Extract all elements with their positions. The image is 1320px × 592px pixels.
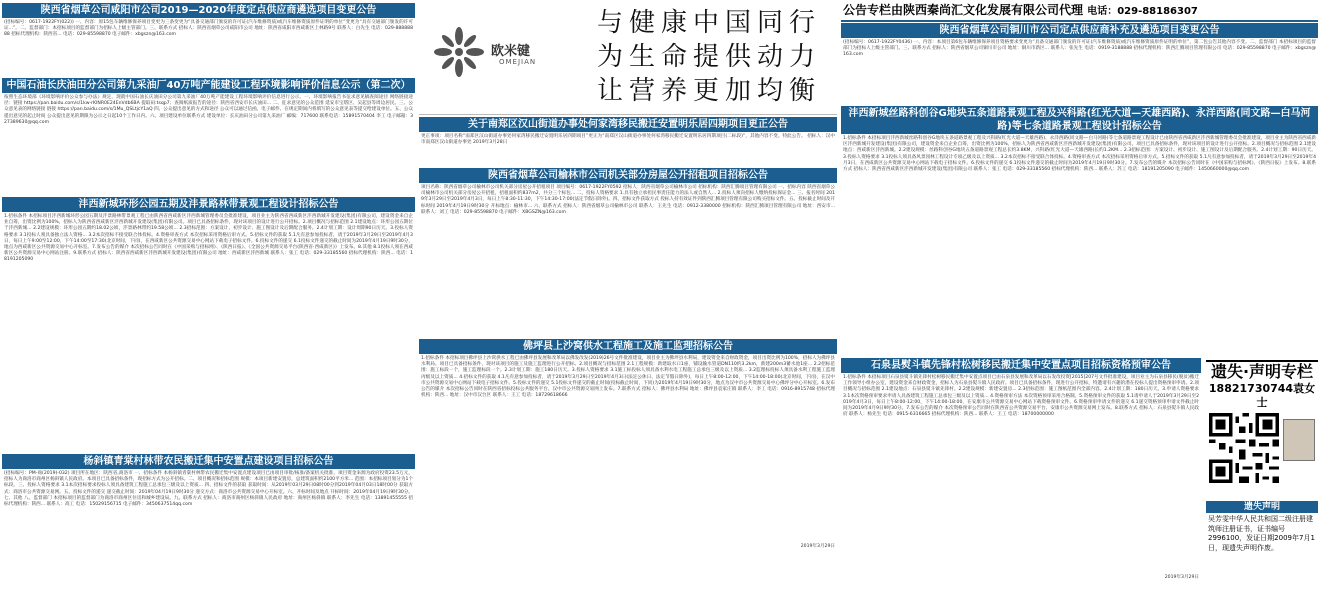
notice-body-fengxi-roads: 1.招标条件 本招标项目沣西新城丝路科创谷G地块五条道路景观工程及兴科路(红光大道—天雄西路)、永洋西路(同文路—白马河路)等七条道路景观工程设计已由陕西省西咸新区沣西新城管理委员会批准建设，项目业主为陕西省西咸新区沣西新城开发建设(集团)有限公司，建设资金来自企业自筹，出资比例为100%，招标人为陕西省西咸新区沣西新城开发建设(集团)有限公司。项目已具备招标条件，现对该项目的设计进行公开招标。2.项目概况与招标范围 2.1建设地点：西咸新区沣西新城。2.2建设规模：丝路科创谷G地块五条道路景观工程总长约3.8KM，兴科路(红光大道—天雄西路)长约1.2KM... 2.3招标范围：方案设计、初步设计、施工图设计及后期配合服务。2.4计划工期：90日历天。3.投标人资格要求 3.1投标人须具备风景园林工程设计专项乙级及以上资质... 3.2本次招标不接受联合体投标。4.资格审查方式 本次招标采用资格后审方式。5.招标文件的获取 5.1凡有意参加投标者，请于2019年3月29日至2019年4月3日，在西咸新区公共资源交易中心网站下载电子招标文件。6.投标文件的递交 6.1投标文件递交的截止时间为2019年4月19日9时30分。7.发布公告的媒介 本次招标公告同时在《中国采购与招标网》、《陕西日报》上发布。8.联系方式 招标人：陕西省西咸新区沣西新城开发建设(集团)有限公司 联系人：张工 电话：029-33185560 招标代理机构：陕西... 联系人：苏工 电话：18191205090 电子邮件：1450660000@qq.com: [843, 136, 1316, 173]
notice-title-tongchuan-suppliers: 陕西省烟草公司铜川市公司定点供应商补充及遴选项目变更公告: [841, 23, 1318, 38]
notice-title-fengxi-roads: 沣西新城丝路科创谷G地块五条道路景观工程及兴科路(红光大道—天雄西路)、永洋西路(同文路—白马河路)等七条道路景观工程设计招标公告: [841, 106, 1318, 134]
right-column: [841, 2, 1318, 590]
notice-title-hejiawan-correction: 关于南郑区汉山街道办事处何家湾移民搬迁安置明乐居四期项目更正公告: [419, 117, 837, 132]
slogan: [597, 6, 833, 108]
leaf-logo-icon: [429, 22, 489, 82]
shiquan-notice: [841, 358, 1201, 582]
notice-title-foping-water: 佛坪县上沙窝供水工程施工及施工监理招标公告: [419, 339, 837, 354]
notice-date: 2019年3月29日: [1164, 575, 1199, 580]
notice-body-foping-water: 1.招标条件 本招标项目佛坪县上沙窝供水工程已由佛坪县发展和改革局以佛发改发(2019)26号文件批准建设，项目业主为佛坪县水利局，建设资金来自财政资金，项目出资比例为100%，招标人为佛坪县水利局。项目已具备招标条件，现对该项目的施工及施工监理进行公开招标。2.项目概况与招标范围 2.1工程规模：新建取水口1座，铺设输水管道DN110约3.2km，新建200m3蓄水池1座... 2.2招标范围：施工标段一个，施工监理标段一个。2.3计划工期：施工180日历天。3.投标人资格要求 3.1施工标投标人须具备水利水电工程施工总承包三级及以上资质... 3.2监理标投标人须具备水利工程施工监理丙级及以上资质... 4.招标文件的获取 4.1凡有意参加投标者，请于2019年3月29日至2019年4月3日(法定公休日、法定节假日除外)，每日上午8:00-12:00，下午14:00-18:00(北京时间，下同)，在汉中市公共资源交易中心网站下载电子招标文件。5.投标文件的递交 5.1投标文件递交的截止时间(投标截止时间，下同)为2019年4月19日9时30分，地点为汉中市公共资源交易中心佛坪分中心开标室。6.发布公告的媒介 本次招标公告同时在陕西省招标投标公共服务平台、汉中市公共资源交易网上发布。7.联系方式 招标人：佛坪县水利局 地址：佛坪县袁家庄镇 联系人：李工 电话：0916-8915748 招标代理机构：陕西... 地址：汉中市汉台区 联系人：王工 电话：18729618666: [421, 356, 835, 399]
lost-notice-title: 遗失·声明专栏: [1206, 360, 1318, 382]
left-column: [2, 2, 415, 590]
notice-body-tongchuan-suppliers: (招标编号：0617-1922FY0436) 一、内容：本项目第6包车辆维修保养项目资格要求变更为“具备交通部门颁发的许可证(汽车维修资质)或汽车维修资质原件证明的单位”，第二包公告其他内容不变。二、监督部门 本招标项目的监督部门为招标人上级主管部门。三、联系方式 招标人：陕西省烟草公司铜川市公司 地址：铜川市新区... 联系人：张先生 电话：0919-3188888 招标代理机构：陕西汇腾项目管理有限公司 电话：029-85598870 电子邮件：xbgszn@163.com: [843, 40, 1316, 58]
notice-body-changqing-eia: 按照生态环境部《环境影响评价公众参与办法》规定，现就中国石油长庆油田分公司第九采油厂40万吨产能建设工程环境影响评价信息进行公示。一、环境影响报告书征求意见稿查阅途径 网络链接途径：链接 https://pan.baidu.com/s/1kw-rKINR0E24EnVdb6BA 提取码:tsqp7；查阅纸质报告的途径：陕西省西安市长庆油田... 二、征求意见的公众范围 延安市宝塔区、吴起县等周边居民。三、公众意见表的网络链接 链接 https://pan.baidu.com/s/1Mu_QSLtjcY1aQ 四、公众提出意见的方式和途径 公众可以通过信函、电子邮件、在规定期间内将填写的公众意见表等提交给建设单位。五、公众提出意见的起止时间 公众提出意见的期限为公示之日起10个工作日内。六、项目建设单位联系方式 建设单位：长庆油田分公司第九采油厂 邮编：717600 联系电话：15891570404 李工 电子邮箱：327389630@qq.com: [4, 95, 413, 125]
slogan-line: 让营养更加均衡: [597, 76, 822, 106]
lost-notice-phone: 18821730744袁女士: [1208, 382, 1316, 409]
bottom-section: [841, 358, 1318, 582]
lost-notice-column: [1206, 358, 1318, 555]
lost-notice-subheader: 遗失声明: [1206, 501, 1318, 513]
notice-body-shiquan-relocation: 1.招标条件 本招标项目石泉县熨斗镇先锋村松树移民搬迁集中安置点项目已由石泉县发展和改革局以石发改投资[2015]207号文件批准建设，项目业主为石泉县移民(脱贫)搬迁工作领导小组办公室，建设资金来自财政资金，招标人为石泉县熨斗镇人民政府。项目已具备招标条件，现进行公开招标，特邀请有兴趣的潜在投标人提出资格预审申请。2.项目概况与招标范围 2.1建设地点：石泉县熨斗镇先锋村。2.2建设规模：新建安置房... 2.3招标范围：施工图纸范围内全部内容。2.4计划工期：180日历天。3.申请人资格要求 3.1本次资格预审要求申请人具备建筑工程施工总承包三级及以上资质... 4.资格预审方法 本次资格预审采用合格制。5.资格预审文件的获取 5.1请申请人于2019年3月29日至2019年4月3日，每日上午8:00-12:00，下午14:00-18:00，在安康市公共资源交易中心网站下载资格预审文件。6.资格预审申请文件的递交 6.1递交资格预审申请文件截止时间为2019年4月9日9时30分。7.发布公告的媒介 本次资格预审公告同时在陕西省公共资源交易平台、安康市公共资源交易网上发布。8.联系方式 招标人：石泉县熨斗镇人民政府 联系人：杨先生 电话：0915-6316665 招标代理机构：陕西... 联系人：王工 电话：18700000000: [843, 375, 1199, 418]
slogan-line: 为生命提供动力: [597, 42, 822, 72]
notice-title-tobacco-xianyang: 陕西省烟草公司咸阳市公司2019—2020年度定点供应商遴选项目变更公告: [2, 3, 415, 18]
notice-title-yangxie-relocation: 杨斜镇青棠村林带农民搬迁集中安置点建设项目招标公告: [2, 454, 415, 469]
qr-code-icon: [1209, 413, 1279, 483]
qr-area: [1207, 413, 1317, 499]
lost-notice-text: 吴芳雯中华人民共和国二级注册建筑师注册证书，证书编号2996100，发证日期2009年7月1日，现遗失声明作废。: [1208, 515, 1315, 552]
notice-body-yulin-lease: 项目名称：陕西省烟草公司榆林市公司机关部分房屋公开招租项目 项目编号：0617-1922FY0592 招标人：陕西省烟草公司榆林市公司 招标机构：陕西汇腾项目管理有限公司 一、招标内容 陕西省烟草公司榆林市公司机关部分房屋公开招租，招租面积约837m2，共分三个标包... 二、投标人资格要求 1.具有独立承担民事责任能力的法人或自然人... 2.投标人须向招标人缴纳投标保证金... 三、报名时间 2019年3月29日至2019年4月3日，每日上午8:30-11:30，下午14:30-17:00(法定节假日除外)。四、招标文件获取方式 投标人持有效证件到陕西汇腾项目管理有限公司购买招标文件。五、投标截止时间及开标时间 2019年4月19日9时30分 开标地点：榆林市... 六、联系方式 招标人：陕西省烟草公司榆林市公司 联系人：王先生 电话：0912-3380000 招标机构：陕西汇腾项目管理有限公司 地址：西安市... 联系人：刘工 电话：029-85598870 电子邮件：XBGSZN@163.com: [421, 185, 835, 215]
notice-body-yangxie-relocation: (招标编号：PM-商(2019)-032) 项目所在地区：陕西省,商洛市 一、招标条件 本杨斜镇青棠村林带农民搬迁集中安置点建设项目已由项目审批/核准/备案机关批准，项目资金来源为政府投资23.5万元，招标人为商洛市商州区杨斜镇人民政府。本项目已具备招标条件，现招标方式为公开招标。二、项目概况和招标范围 规模：本项目新建安置房，总建筑面积约2100平方米... 范围：本招标项目划分为1个标段。三、投标人资格要求 3.1本次招标要求投标人须具备建筑工程施工总承包三级及以上资质... 四、招标文件的获取 获取时间：从2019年03月29日08时00分到2019年04月03日18时00分 获取方式：商洛市公共资源交易网。五、投标文件的递交 递交截止时间：2019年04月19日9时30分 递交方式：商洛市公共资源交易中心开标室。六、开标时间及地点 开标时间：2019年04月19日9时30分。七、其他 八、监督部门 本招标项目的监督部门为商洛市商州区住房和城乡建设局。九、联系方式 招标人：商洛市商州区杨斜镇人民政府 地址：商州区杨斜镇 联系人：李先生 电话：13891455555 招标代理机构：陕西... 联系人：高工 电话：15029156715 电子邮件：3450637514qq.com: [4, 471, 413, 508]
slogan-line: 与健康中国同行: [597, 8, 822, 38]
notice-title-fengxi-park: 沣西新城环形公园五期及沣景路林带景观工程设计招标公告: [2, 197, 415, 212]
notice-body-fengxi-park: 1.招标条件 本招标项目沣西新城环形公园五期及沣景路林带景观工程已由陕西省西咸新区沣西新城管理委员会批准建设，项目业主为陕西省西咸新区沣西新城开发建设(集团)有限公司，建设资金来自企业自筹，出资比例为100%，招标人为陕西省西咸新区沣西新城开发建设(集团)有限公司。项目已具备招标条件，现对该项目的设计进行公开招标。2.项目概况与招标范围 2.1建设地点：环形公园五期位于沣西新城... 2.2建设规模：环形公园五期约18.02公顷，沣景路林带约19.58公顷... 2.3招标范围：方案设计、初步设计、施工图设计及后期配合服务。2.4计划工期：设计周期90日历天。3.投标人资格要求 3.1投标人须具备独立法人资格... 3.2本次招标不接受联合体投标。4.资格审查方式 本次招标采用资格后审方式。5.招标文件的获取 5.1凡有意参加投标者，请于2019年3月29日至2019年4月3日，每日上午9:00至12:00，下午14:00至17:30(北京时间，下同)，在西咸新区公共资源交易中心网站下载电子招标文件。6.投标文件的递交 6.1投标文件递交的截止时间为2019年4月19日9时30分，地点为西咸新区公共资源交易中心开标室。7.发布公告的媒介 本次招标公告同时在《中国采购与招标网》、《陕西日报》、《全国公共资源交易平台(陕西省·西咸新区)》上发布。8.其他 8.1投标人须在西咸新区公共资源交易中心网站注册。9.联系方式 招标人：陕西省西咸新区沣西新城开发建设(集团)有限公司 地址：西咸新区沣西新城 联系人：张工 电话：029-33185560 招标代理机构：陕西... 电话：18191205090: [4, 214, 413, 263]
omejian-advertisement: [419, 2, 837, 115]
notice-body-tobacco-xianyang: (招标编号：0617-1922FY(022)) 一、内容：原15包车辆维修保养项目变更为三条变更为“具备交通部门颁发的许可证(汽车维修资质)或汽车维修资质原件证明的单位”变更为“具有交通部门颁发的许可证...”。二、监督部门：本招标项目的监督部门为招标人上级主管部门。三、联系方式 招标人：陕西省烟草公司咸阳市公司 地址：陕西省咸阳市西咸新区上林路9号 联系人：白先生 电话：029-88888888 招标代理机构：陕西省... 电话：029-85598870 电子邮件：xbgszn@163.com: [4, 20, 413, 38]
brand-name-en: OMEJIAN: [499, 58, 537, 66]
notice-body-hejiawan-correction: 更正事项：项目名称“南郑区汉山街道办事处何家湾移民搬迁安置明乐居四期项目”更正为“南郑区汉山街道办事处何家湾移民搬迁安置明乐居四期项目(二标段)”，其他内容不变。特此公告。 招标人：汉中市南郑区汉山街道办事处 2019年3月28日: [421, 134, 835, 146]
omejian-logo: [429, 22, 589, 102]
notice-title-changqing-eia: 中国石油长庆油田分公司第九采油厂40万吨产能建设工程环境影响评价信息公示（第二次）: [2, 78, 415, 93]
middle-column: [419, 2, 837, 590]
book-image-icon: [1283, 419, 1315, 461]
agency-banner: [841, 2, 1318, 22]
notice-title-shiquan-relocation: 石泉县熨斗镇先锋村松树移民搬迁集中安置点项目招标资格预审公告: [841, 358, 1201, 373]
agency-banner-text: 公告专栏由陕西秦尚汇文化发展有限公司代理: [843, 3, 1084, 17]
notice-title-yulin-lease: 陕西省烟草公司榆林市公司机关部分房屋公开招租项目招标公告: [419, 168, 837, 183]
notice-date: 2019年3月29日: [800, 544, 835, 549]
brand-name: 欧米键: [491, 44, 531, 59]
agency-banner-phone: 电话：029-88186307: [1087, 6, 1198, 17]
